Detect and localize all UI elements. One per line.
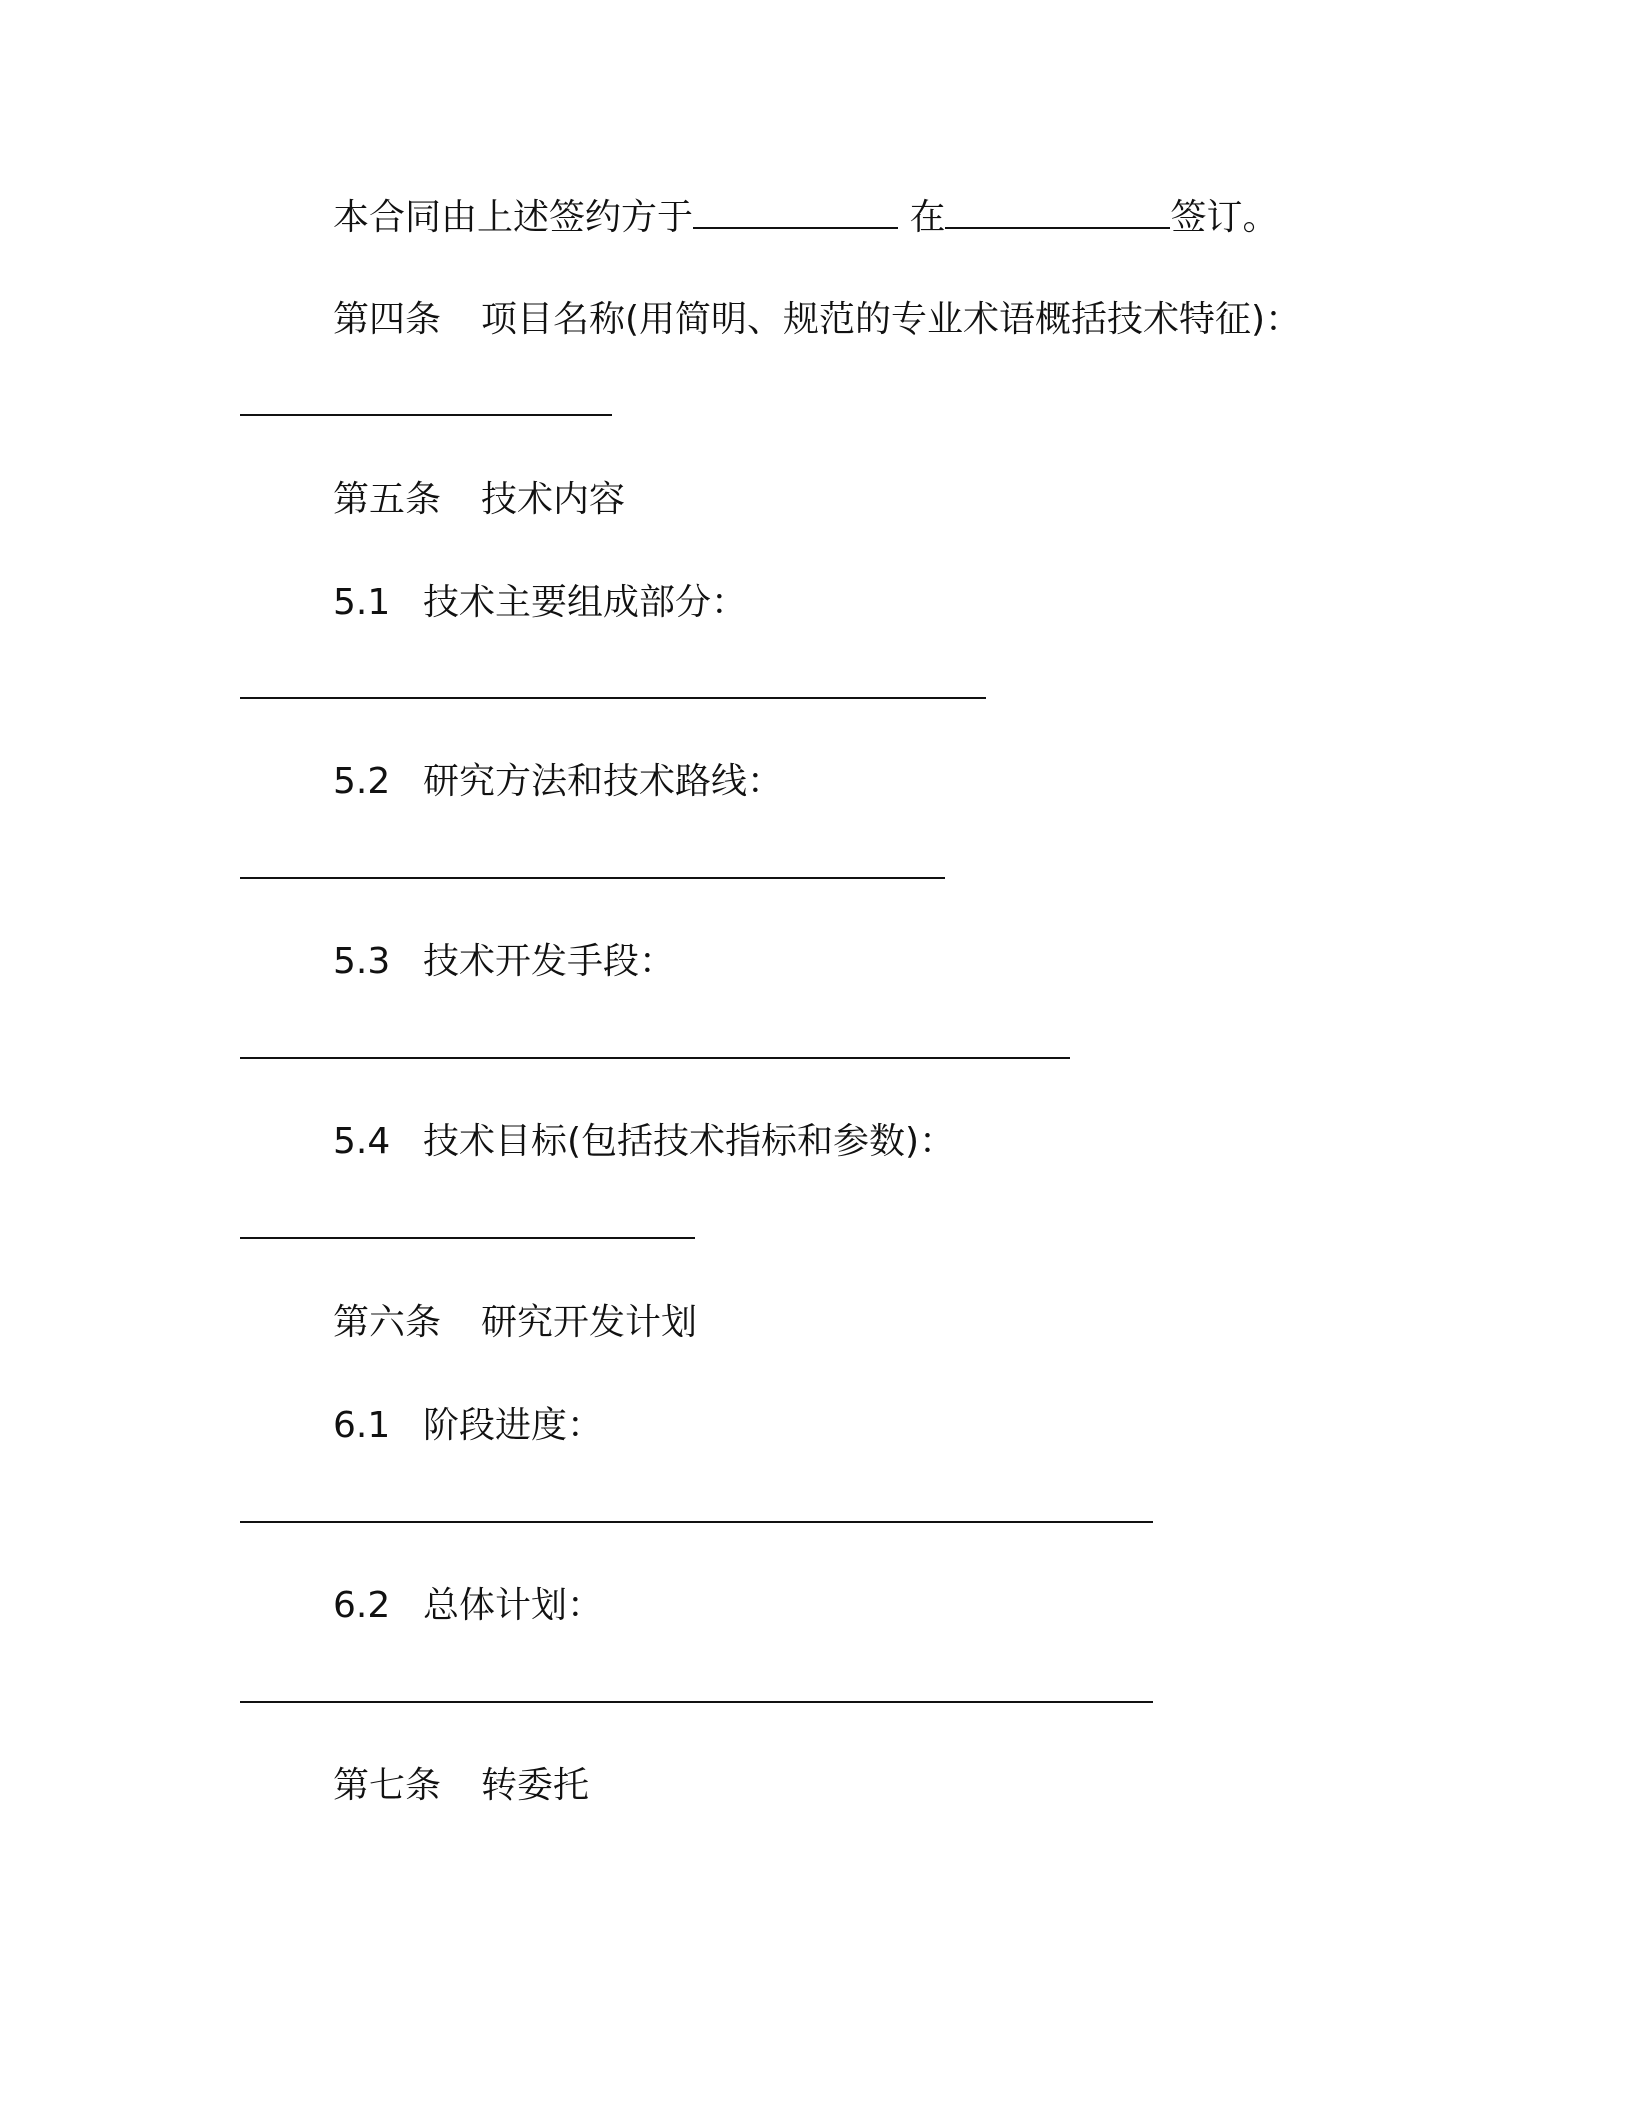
item-6-1 xyxy=(333,1404,603,1448)
item-6-1-number: 6.1 xyxy=(333,1405,391,1446)
article-5-label: 第五条 xyxy=(333,479,442,520)
signing-suffix: 签订。 xyxy=(1170,197,1279,238)
item-5-2-blank[interactable] xyxy=(240,877,945,879)
item-5-2-text: 研究方法和技术路线： xyxy=(423,761,784,802)
article-4-text: 项目名称(用简明、规范的专业术语概括技术特征)： xyxy=(481,299,1302,340)
item-6-1-text: 阶段进度： xyxy=(423,1405,604,1446)
article-5-heading xyxy=(333,478,625,522)
article-6-label: 第六条 xyxy=(333,1302,442,1343)
item-5-1-text: 技术主要组成部分： xyxy=(423,582,748,623)
item-5-4-text: 技术目标(包括技术指标和参数)： xyxy=(423,1121,956,1162)
article-4-blank[interactable] xyxy=(240,414,612,416)
item-5-1-number: 5.1 xyxy=(333,582,391,623)
article-6-heading xyxy=(333,1301,697,1345)
item-5-3-text: 技术开发手段： xyxy=(423,941,676,982)
item-5-3 xyxy=(333,940,675,984)
item-5-1-blank[interactable] xyxy=(240,697,986,699)
article-7-text: 转委托 xyxy=(481,1765,590,1806)
item-5-2-number: 5.2 xyxy=(333,761,391,802)
article-7-label: 第七条 xyxy=(333,1765,442,1806)
item-5-1 xyxy=(333,581,747,625)
signing-middle: 在 xyxy=(909,197,946,238)
article-4-label: 第四条 xyxy=(333,299,442,340)
item-5-4 xyxy=(333,1120,955,1164)
article-5-text: 技术内容 xyxy=(481,479,626,520)
item-5-4-number: 5.4 xyxy=(333,1121,391,1162)
item-5-3-number: 5.3 xyxy=(333,941,391,982)
signing-date-blank[interactable] xyxy=(693,197,898,229)
signing-place-blank[interactable] xyxy=(945,197,1170,229)
item-6-2-number: 6.2 xyxy=(333,1585,391,1626)
signing-prefix: 本合同由上述签约方于 xyxy=(333,197,694,238)
item-6-2 xyxy=(333,1584,603,1628)
item-6-1-blank[interactable] xyxy=(240,1521,1153,1523)
article-7-heading xyxy=(333,1764,589,1808)
item-5-2 xyxy=(333,760,783,804)
item-5-3-blank[interactable] xyxy=(240,1057,1070,1059)
article-6-text: 研究开发计划 xyxy=(481,1302,698,1343)
article-4-heading xyxy=(333,298,1301,342)
item-6-2-blank[interactable] xyxy=(240,1701,1153,1703)
item-5-4-blank[interactable] xyxy=(240,1237,695,1239)
item-6-2-text: 总体计划： xyxy=(423,1585,604,1626)
signing-statement xyxy=(333,196,1279,240)
